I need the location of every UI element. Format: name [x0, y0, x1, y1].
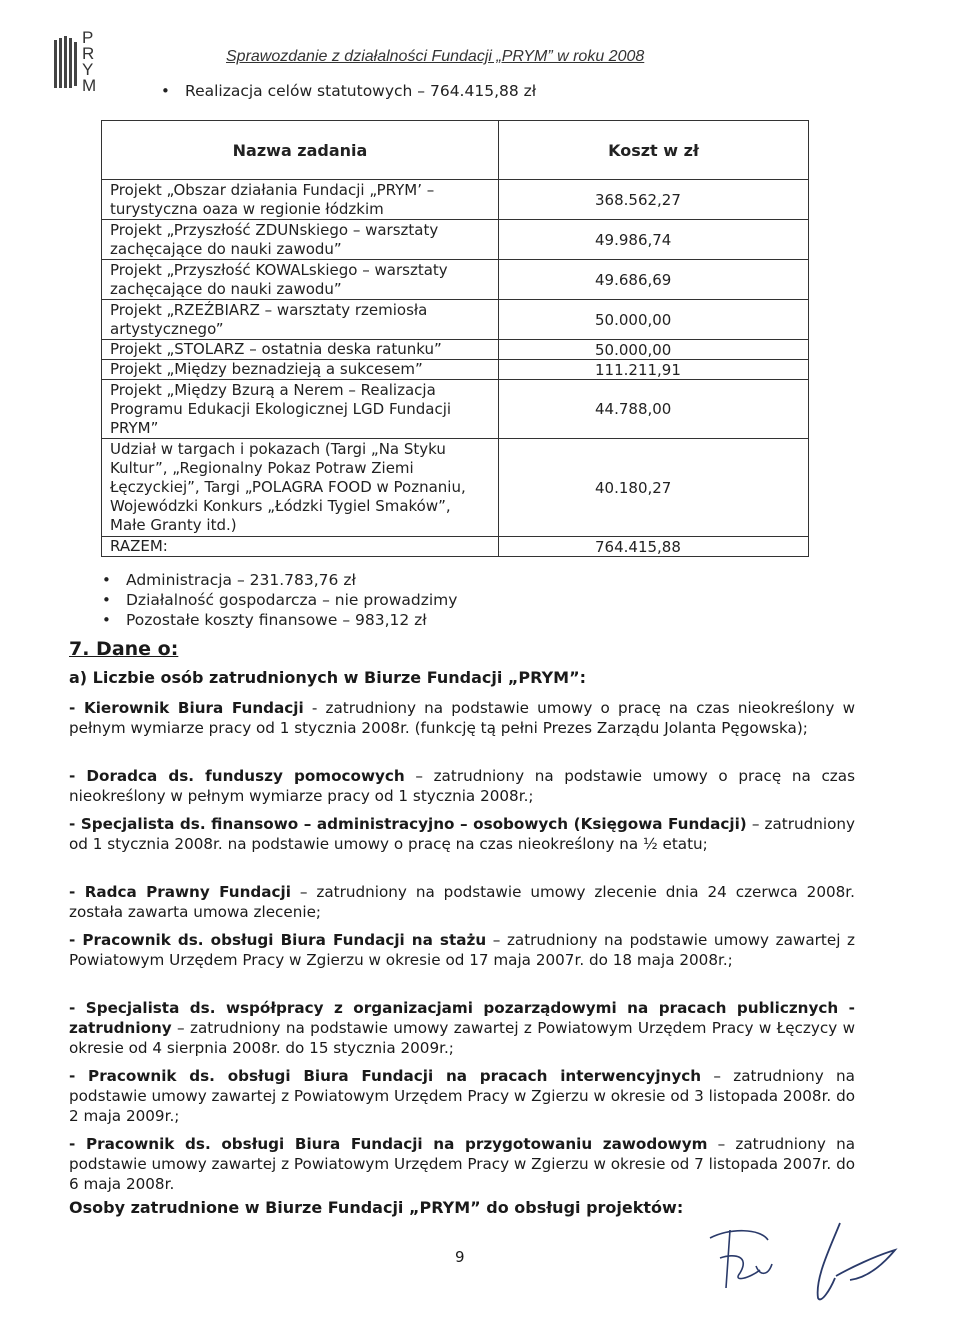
logo-letter: R [82, 44, 95, 63]
projects-staff-heading: Osoby zatrudnione w Biurze Fundacji „PRYM” do obsługi projektów: [69, 1198, 684, 1217]
employee-details: – zatrudniony od 1 stycznia 2008r. na podstawie umowy o pracę na czas nieokreślony na ½ etatu; [69, 815, 856, 853]
task-name-cell: Projekt „Między beznadzieją a sukcesem” [102, 360, 499, 380]
table-row [102, 220, 809, 260]
section-subtitle: a) Liczbie osób zatrudnionych w Biurze Fundacji „PRYM”: [69, 668, 587, 687]
total-label-cell: RAZEM: [102, 537, 499, 557]
employee-role: - Pracownik ds. obsługi Biura Fundacji na przygotowaniu zawodowym [69, 1135, 708, 1153]
employee-entry [69, 1066, 855, 1126]
task-name-cell: Projekt „Przyszłość KOWALskiego – warsztaty zachęcające do nauki zawodu” [102, 260, 499, 300]
task-cost-cell: 50.000,00 [499, 340, 809, 360]
table-row [102, 300, 809, 340]
employee-details: – zatrudniony na podstawie umowy zawartej z Powiatowym Urzędem Pracy w Zgierzu w okresie od 17 maja 2007r. do 18 maja 2008r.; [69, 931, 855, 969]
task-cost-cell: 44.788,00 [499, 380, 809, 439]
employee-entry [69, 814, 855, 854]
logo-letter: Y [82, 60, 94, 79]
employee-role: - Radca Prawny Fundacji [69, 883, 291, 901]
employee-role: - Pracownik ds. obsługi Biura Fundacji na pracach interwencyjnych [69, 1067, 702, 1085]
task-name-cell: Projekt „RZEŹBIARZ – warsztaty rzemiosła artystycznego” [102, 300, 499, 340]
task-name-cell: Udział w targach i pokazach (Targi „Na Styku Kultur”, „Regionalny Pokaz Potraw Ziemi Łęczyckiej”, Targi „POLAGRA FOOD w Poznaniu, Wojewódzki Konkurs „Łódzki Tygiel Smaków”, Małe Granty itd.) [102, 439, 499, 537]
employee-details: – zatrudniony na podstawie umowy o pracę na czas nieokreślony w pełnym wymiarze pracy od 1 stycznia 2008r.; [69, 767, 855, 805]
employee-entry [69, 766, 855, 806]
list-item: • Działalność gospodarcza – nie prowadzimy [126, 591, 457, 609]
employee-role: - Specjalista ds. współpracy z organizacjami pozarządowymi na pracach publicznych - zatrudniony [69, 999, 855, 1037]
task-name-cell: Projekt „STOLARZ – ostatnia deska ratunku” [102, 340, 499, 360]
task-cost-cell: 49.686,69 [499, 260, 809, 300]
employee-role: - Kierownik Biura Fundacji [69, 699, 304, 717]
table-total-row [102, 537, 809, 557]
table-row [102, 439, 809, 537]
page-number: 9 [455, 1248, 465, 1266]
foundation-logo [52, 30, 112, 100]
table-row [102, 340, 809, 360]
table-row [102, 260, 809, 300]
header-cost: Koszt w zł [499, 121, 809, 180]
costs-table [101, 120, 809, 557]
employee-role: - Doradca ds. funduszy pomocowych [69, 767, 405, 785]
logo-letter: P [82, 28, 94, 47]
task-name-cell: Projekt „Obszar działania Fundacji „PRYM’ – turystyczna oaza w regionie łódzkim [102, 180, 499, 220]
logo-bars-icon [52, 34, 78, 94]
total-cost-cell: 764.415,88 [499, 537, 809, 557]
signature-icon [690, 1218, 900, 1308]
employee-role: - Specjalista ds. finansowo – administracyjno – osobowych (Księgowa Fundacji) [69, 815, 747, 833]
employee-details: – zatrudniony na podstawie umowy zawartej z Powiatowym Urzędem Pracy w Zgierzu w okresie od 7 listopada 2007r. do 6 maja 2008r. [69, 1135, 856, 1193]
employee-entry [69, 1134, 855, 1194]
section-title: 7. Dane o: [69, 638, 179, 660]
table-header-row [102, 121, 809, 180]
header-task-name: Nazwa zadania [102, 121, 499, 180]
employee-entry [69, 882, 855, 922]
employee-details: – zatrudniony na podstawie umowy zawartej z Powiatowym Urzędem Pracy w Łęczycy w okresie od 4 sierpnia 2008r. do 15 stycznia 2009r.; [69, 1019, 855, 1057]
task-cost-cell: 49.986,74 [499, 220, 809, 260]
task-cost-cell: 368.562,27 [499, 180, 809, 220]
task-name-cell: Projekt „Przyszłość ZDUNskiego – warsztaty zachęcające do nauki zawodu” [102, 220, 499, 260]
statutory-goals-line: • Realizacja celów statutowych – 764.415,88 zł [185, 82, 536, 100]
employee-entry [69, 930, 855, 970]
report-title: Sprawozdanie z działalności Fundacji „PRYM” w roku 2008 [226, 48, 645, 65]
logo-letters [82, 30, 96, 94]
task-cost-cell: 40.180,27 [499, 439, 809, 537]
employee-entry [69, 998, 855, 1058]
task-name-cell: Projekt „Między Bzurą a Nerem – Realizacja Programu Edukacji Ekologicznej LGD Fundacji PRYM” [102, 380, 499, 439]
employee-details: – zatrudniony na podstawie umowy zlecenie dnia 24 czerwca 2008r. została zawarta umowa zlecenie; [69, 883, 855, 921]
logo-letter: M [82, 76, 97, 95]
task-cost-cell: 111.211,91 [499, 360, 809, 380]
employee-entry [69, 698, 855, 738]
task-cost-cell: 50.000,00 [499, 300, 809, 340]
list-item: • Administracja – 231.783,76 zł [126, 571, 356, 589]
employee-details: - zatrudniony na podstawie umowy o pracę na czas nieokreślony w pełnym wymiarze pracy od 1 stycznia 2008r. (funkcję tą pełni Prezes Zarządu Jolanta Pęgowska); [69, 699, 855, 737]
list-item: • Pozostałe koszty finansowe – 983,12 zł [126, 611, 427, 629]
table-row [102, 180, 809, 220]
table-row [102, 380, 809, 439]
employee-details: – zatrudniony na podstawie umowy zawartej z Powiatowym Urzędem Pracy w Zgierzu w okresie od 3 listopada 2008r. do 2 maja 2009r.; [69, 1067, 856, 1125]
table-row [102, 360, 809, 380]
employee-role: - Pracownik ds. obsługi Biura Fundacji na stażu [69, 931, 487, 949]
